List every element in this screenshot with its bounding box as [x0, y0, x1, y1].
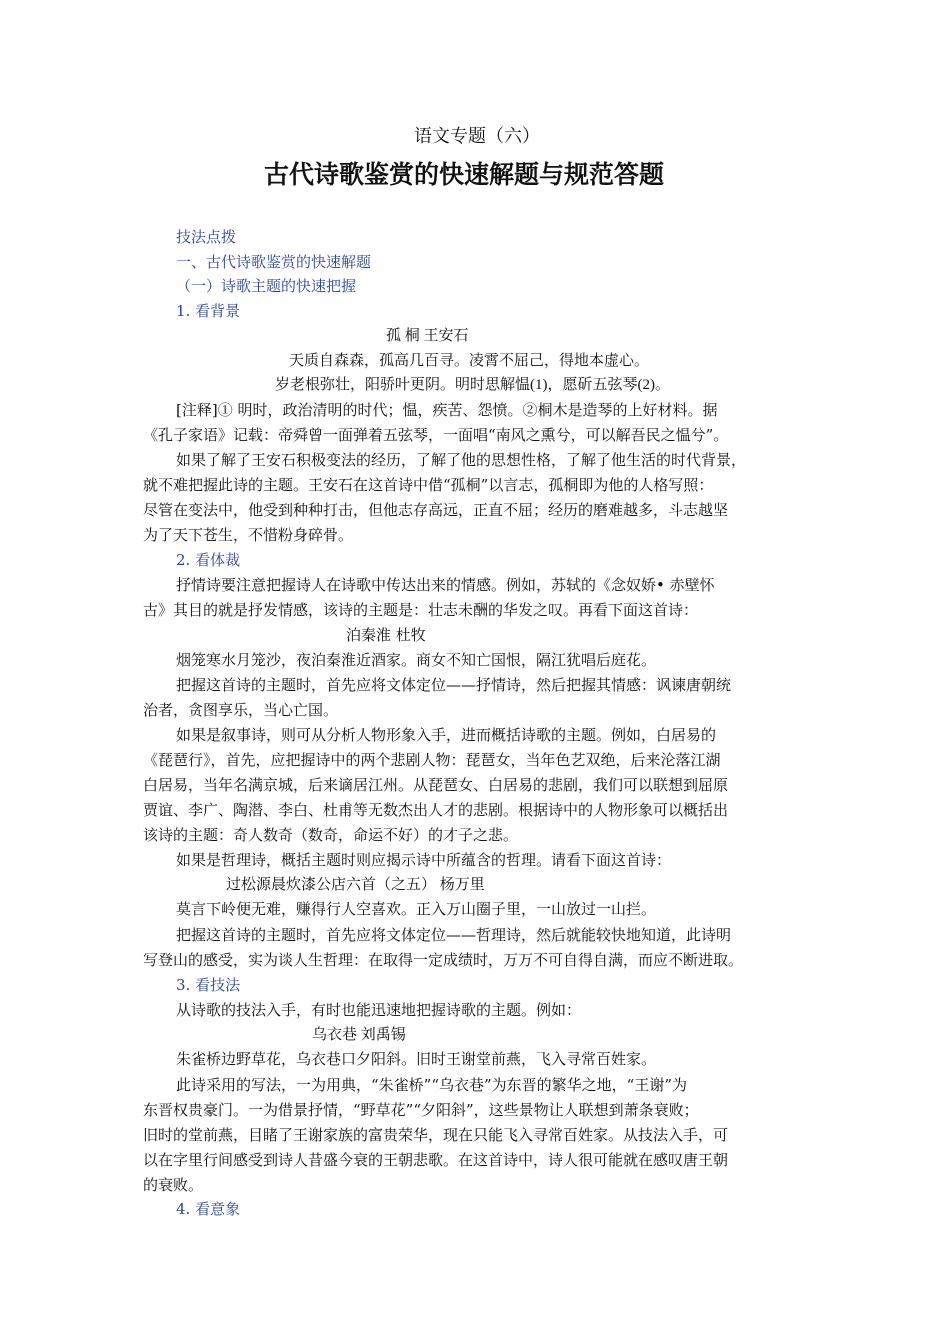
- s3-paragraph-line: 东晋权贵豪门。一为借景抒情，“野草花”“夕阳斜”，这些景物让人联想到萧条衰败；: [143, 1101, 699, 1119]
- s2-paragraph-line: 把握这首诗的主题时，首先应将文体定位——哲理诗，然后就能较快地知道，此诗明: [176, 926, 732, 944]
- s2-paragraph-line: 把握这首诗的主题时，首先应将文体定位——抒情诗，然后把握其情感：讽谏唐朝统: [176, 676, 732, 694]
- s2-paragraph-line: 该诗的主题：奇人数奇（数奇，命运不好）的才子之悲。: [143, 826, 519, 844]
- s2-paragraph-line: 《琵琶行》，首先，应把握诗中的两个悲剧人物：琵琶女，当年色艺双绝，后来沦落江湖: [143, 751, 721, 769]
- s2-poem-line: 烟笼寒水月笼沙，夜泊秦淮近酒家。商女不知亡国恨，隔江犹唱后庭花。: [176, 651, 657, 669]
- doc-title: 古代诗歌鉴赏的快速解题与规范答题: [264, 160, 665, 189]
- s3-poem-line: 朱雀桥边野草花，乌衣巷口夕阳斜。旧时王谢堂前燕，飞入寻常百姓家。: [176, 1052, 657, 1068]
- s1-paragraph-line: 如果了解了王安石积极变法的经历，了解了他的思想性格，了解了他生活的时代背景，: [176, 451, 747, 469]
- s1-paragraph-line: 尽管在变法中，他受到种种打击，但他志存高远，正直不屈；经历的磨难越多，斗志越坚: [143, 501, 729, 519]
- s3-heading: 3. 看技法: [176, 976, 241, 994]
- s1-note-line: 《孔子家语》记载：帝舜曾一面弹着五弦琴，一面唱“南风之熏兮，可以解吾民之愠兮”。: [143, 426, 729, 444]
- doc-subtitle: 语文专题（六）: [414, 126, 540, 147]
- s1-poem-title: 孤 桐 王安石: [386, 328, 469, 344]
- s2-paragraph-line: 如果是哲理诗，概括主题时则应揭示诗中所蕴含的哲理。请看下面这首诗：: [176, 851, 672, 869]
- s1-heading: 1. 看背景: [176, 302, 241, 320]
- s1-poem-line: 岁老根弥壮，阳骄叶更阴。明时思解愠(1)，愿斫五弦琴(2)。: [275, 377, 670, 393]
- s2-heading: 2. 看体裁: [176, 551, 241, 569]
- s2-paragraph-line: 如果是叙事诗，则可从分析人物形象入手，进而概括诗歌的主题。例如，白居易的: [176, 726, 717, 744]
- s2-paragraph-line: 贾谊、李广、陶潜、李白、杜甫等无数杰出人才的悲剧。根据诗中的人物形象可以概括出: [143, 801, 729, 819]
- s2-poem-title: 泊秦淮 杜牧: [346, 626, 426, 644]
- s1-poem-line: 天质自森森，孤高几百寻。凌霄不屈己，得地本虚心。: [289, 353, 650, 369]
- s1-note-line: [注释]① 明时，政治清明的时代；愠，疾苦、怨愤。②桐木是造琴的上好材料。据: [176, 401, 718, 419]
- s2-paragraph-line: 抒情诗要注意把握诗人在诗歌中传达出来的情感。例如，苏轼的《念奴娇• 赤壁怀: [176, 576, 715, 594]
- section-jifa-heading: 技法点拨: [176, 228, 237, 246]
- s2-poem2-title: 过松源晨炊漆公店六首（之五） 杨万里: [226, 877, 485, 893]
- s2-paragraph-line: 白居易，当年名满京城，后来谪居江州。从琵琶女、白居易的悲剧，我们可以联想到屈原: [143, 776, 729, 794]
- s2-paragraph-line: 古》其目的就是抒发情感，该诗的主题是：壮志未酬的华发之叹。再看下面这首诗：: [143, 601, 699, 619]
- s2-poem2-line: 莫言下岭便无难，赚得行人空喜欢。正入万山圈子里，一山放过一山拦。: [176, 902, 657, 918]
- s3-paragraph-line: 从诗歌的技法入手，有时也能迅速地把握诗歌的主题。例如：: [176, 1001, 582, 1019]
- s3-paragraph-line: 旧时的堂前燕，目睹了王谢家族的富贵荣华，现在只能飞入寻常百姓家。从技法入手，可: [143, 1126, 729, 1144]
- subsection-heading: （一）诗歌主题的快速把握: [176, 277, 357, 295]
- s3-paragraph-line: 以在字里行间感受到诗人昔盛今衰的王朝悲歌。在这首诗中，诗人很可能就在感叹唐王朝: [143, 1151, 729, 1169]
- s3-paragraph-line: 的衰败。: [143, 1176, 204, 1194]
- s3-paragraph-line: 此诗采用的写法，一为用典，“朱雀桥”“乌衣巷”为东晋的繁华之地，“王谢”为: [176, 1076, 688, 1094]
- s1-paragraph-line: 为了天下苍生，不惜粉身碎骨。: [143, 526, 354, 544]
- s1-paragraph-line: 就不难把握此诗的主题。王安石在这首诗中借“孤桐”以言志，孤桐即为他的人格写照：: [143, 476, 714, 494]
- s3-poem-title: 乌衣巷 刘禹锡: [312, 1027, 406, 1043]
- section-one-heading: 一、古代诗歌鉴赏的快速解题: [176, 253, 372, 271]
- s2-paragraph-line: 写登山的感受，实为谈人生哲理：在取得一定成绩时，万万不可自得自满，而应不断进取。: [143, 951, 744, 969]
- s2-paragraph-line: 治者，贪图享乐，当心亡国。: [143, 701, 339, 719]
- s4-heading: 4. 看意象: [176, 1200, 241, 1218]
